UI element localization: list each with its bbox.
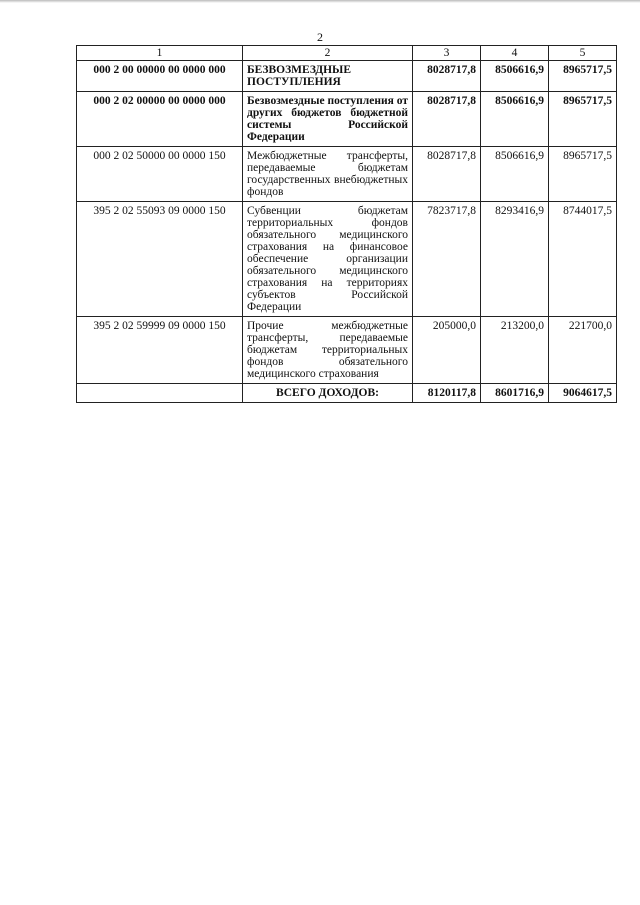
table-row [77,317,617,384]
column-header: 5 [549,46,617,61]
amount-col4: 8293416,9 [481,202,549,317]
amount-col3: 7823717,8 [413,202,481,317]
total-col3: 8120117,8 [413,384,481,403]
budget-code: 000 2 02 00000 00 0000 000 [77,92,243,147]
revenue-name: Прочие межбюджетные трансферты, передаваемые бюджетам территориальных фондов обязательного медицинского страхования [243,317,413,384]
column-number-row [77,46,617,61]
budget-code: 395 2 02 55093 09 0000 150 [77,202,243,317]
empty-code-cell [77,384,243,403]
budget-code: 000 2 02 50000 00 0000 150 [77,147,243,202]
column-header: 4 [481,46,549,61]
table-row [77,202,617,317]
revenue-name: Безвозмездные поступления от других бюджетов бюджетной системы Российской Федерации [243,92,413,147]
amount-col5: 8965717,5 [549,92,617,147]
amount-col3: 8028717,8 [413,92,481,147]
amount-col4: 8506616,9 [481,147,549,202]
amount-col5: 221700,0 [549,317,617,384]
revenue-name: Субвенции бюджетам территориальных фондов обязательного медицинского страхования на финансовое обеспечение организации обязательного медицинского страхования на территориях субъектов Российской Федерации [243,202,413,317]
table-row [77,147,617,202]
budget-code: 000 2 00 00000 00 0000 000 [77,61,243,92]
page-number: 2 [317,30,323,44]
total-col5: 9064617,5 [549,384,617,403]
table-row [77,92,617,147]
total-col4: 8601716,9 [481,384,549,403]
amount-col5: 8744017,5 [549,202,617,317]
amount-col4: 213200,0 [481,317,549,384]
amount-col3: 8028717,8 [413,61,481,92]
budget-code: 395 2 02 59999 09 0000 150 [77,317,243,384]
amount-col4: 8506616,9 [481,92,549,147]
amount-col3: 205000,0 [413,317,481,384]
scan-edge-artifact [0,0,640,3]
table-row [77,61,617,92]
total-row [77,384,617,403]
column-header: 3 [413,46,481,61]
amount-col5: 8965717,5 [549,147,617,202]
amount-col3: 8028717,8 [413,147,481,202]
total-label: ВСЕГО ДОХОДОВ: [243,384,413,403]
amount-col4: 8506616,9 [481,61,549,92]
revenue-name: БЕЗВОЗМЕЗДНЫЕ ПОСТУПЛЕНИЯ [243,61,413,92]
revenue-name: Межбюджетные трансферты, передаваемые бюджетам государственных внебюджетных фондов [243,147,413,202]
column-header: 2 [243,46,413,61]
amount-col5: 8965717,5 [549,61,617,92]
column-header: 1 [77,46,243,61]
budget-revenue-table [76,45,617,403]
